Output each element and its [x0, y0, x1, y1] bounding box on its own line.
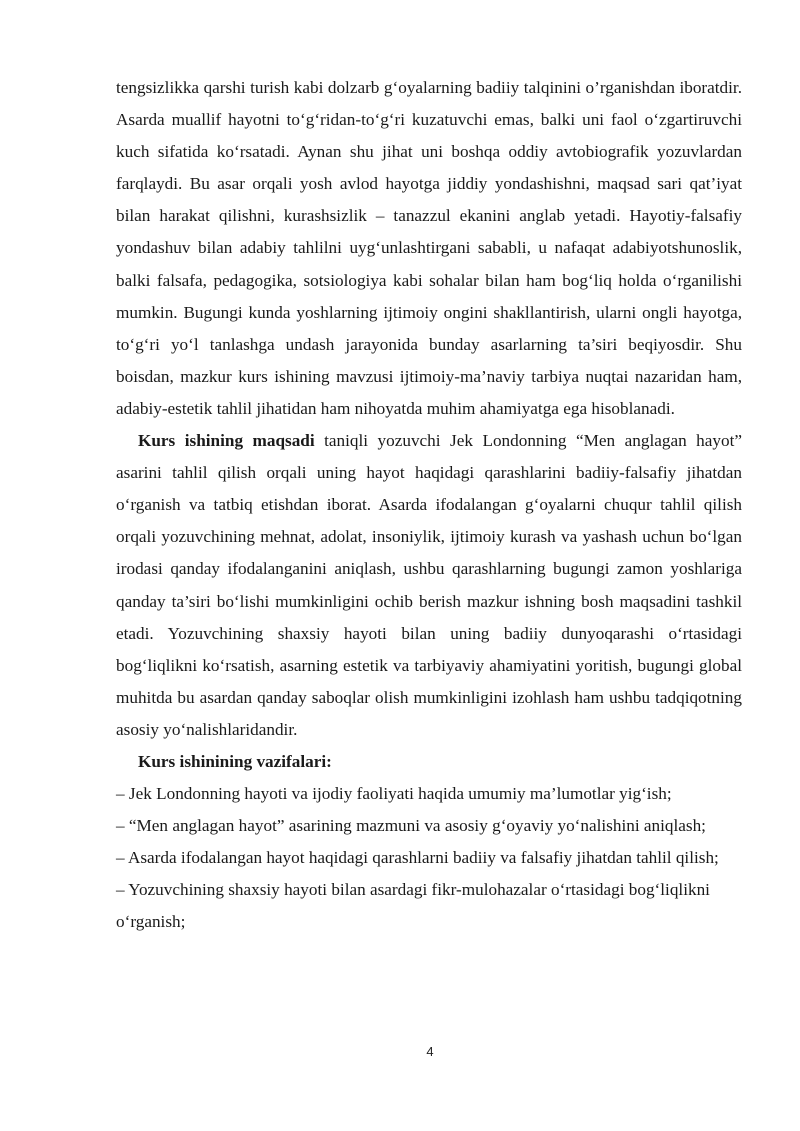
document-page	[116, 72, 742, 939]
goal-lead: Kurs ishining maqsadi	[138, 431, 315, 451]
goal-paragraph	[116, 425, 742, 746]
tasks-heading: Kurs ishinining vazifalari:	[138, 751, 332, 771]
list-item: – Asarda ifodalangan hayot haqidagi qarashlarni badiiy va falsafiy jihatdan tahlil qilish;	[116, 848, 719, 868]
tasks-list	[116, 778, 742, 938]
list-item: – Jek Londonning hayoti va ijodiy faoliyati haqida umumiy ma’lumotlar yig‘ish;	[116, 784, 672, 804]
page-number: 4	[426, 1044, 434, 1059]
list-item: – Yozuvchining shaxsiy hayoti bilan asardagi fikr-mulohazalar o‘rtasidagi bog‘liqlikni o‘rganish;	[116, 880, 710, 932]
goal-body: taniqli yozuvchi Jek Londonning “Men anglagan hayot” asarini tahlil qilish orqali uning hayot haqidagi qarashlarini badiiy-falsafiy jihatdan o‘rganish va tatbiq etishdan iborat. Asarda ifodalangan g‘oyalarni chuqur tahlil qilish orqali yozuvchining mehnat, adolat, insoniylik, ijtimoiy kurash va yashash uchun bo‘lgan irodasi qanday ifodalanganini aniqlash, ushbu qarashlarning bugungi zamon yoshlariga qanday ta’siri bo‘lishi mumkinligini ochib berish mazkur ishning bosh maqsadini tashkil etadi. Yozuvchining shaxsiy hayoti bilan uning badiiy dunyoqarashi o‘rtasidagi bog‘liqlikni ko‘rsatish, asarning estetik va tarbiyaviy ahamiyatini yoritish, bugungi global muhitda bu asardan qanday saboqlar olish mumkinligini izohlash ham ushbu tadqiqotning asosiy yo‘nalishlaridandir.	[116, 431, 742, 739]
intro-paragraph: tengsizlikka qarshi turish kabi dolzarb g‘oyalarning badiiy talqinini o’rganishdan iboratdir. Asarda muallif hayotni to‘g‘ridan-to‘g‘ri kuzatuvchi emas, balki uni faol o‘zgartiruvchi kuch sifatida ko‘rsatadi. Aynan shu jihat uni boshqa oddiy avtobiografik yozuvlardan farqlaydi. Bu asar orqali yosh avlod hayotga jiddiy yondashishni, maqsad sari qat’iyat bilan harakat qilishni, kurashsizlik – tanazzul ekanini anglab yetadi. Hayotiy-falsafiy yondashuv bilan adabiy tahlilni uyg‘unlashtirgani sababli, u nafaqat adabiyotshunoslik, balki falsafa, pedagogika, sotsiologiya kabi sohalar bilan ham bog‘liq holda o‘rganilishi mumkin. Bugungi kunda yoshlarning ijtimoiy ongini shakllantirish, ularni ongli hayotga, to‘g‘ri yo‘l tanlashga undash jarayonida bunday asarlarning ta’siri beqiyosdir. Shu boisdan, mazkur kurs ishining mavzusi ijtimoiy-ma’naviy tarbiya nuqtai nazaridan ham, adabiy-estetik tahlil jihatidan ham nihoyatda muhim ahamiyatga ega hisoblanadi.	[116, 78, 742, 418]
list-item: – “Men anglagan hayot” asarining mazmuni va asosiy g‘oyaviy yo‘nalishini aniqlash;	[116, 816, 706, 836]
